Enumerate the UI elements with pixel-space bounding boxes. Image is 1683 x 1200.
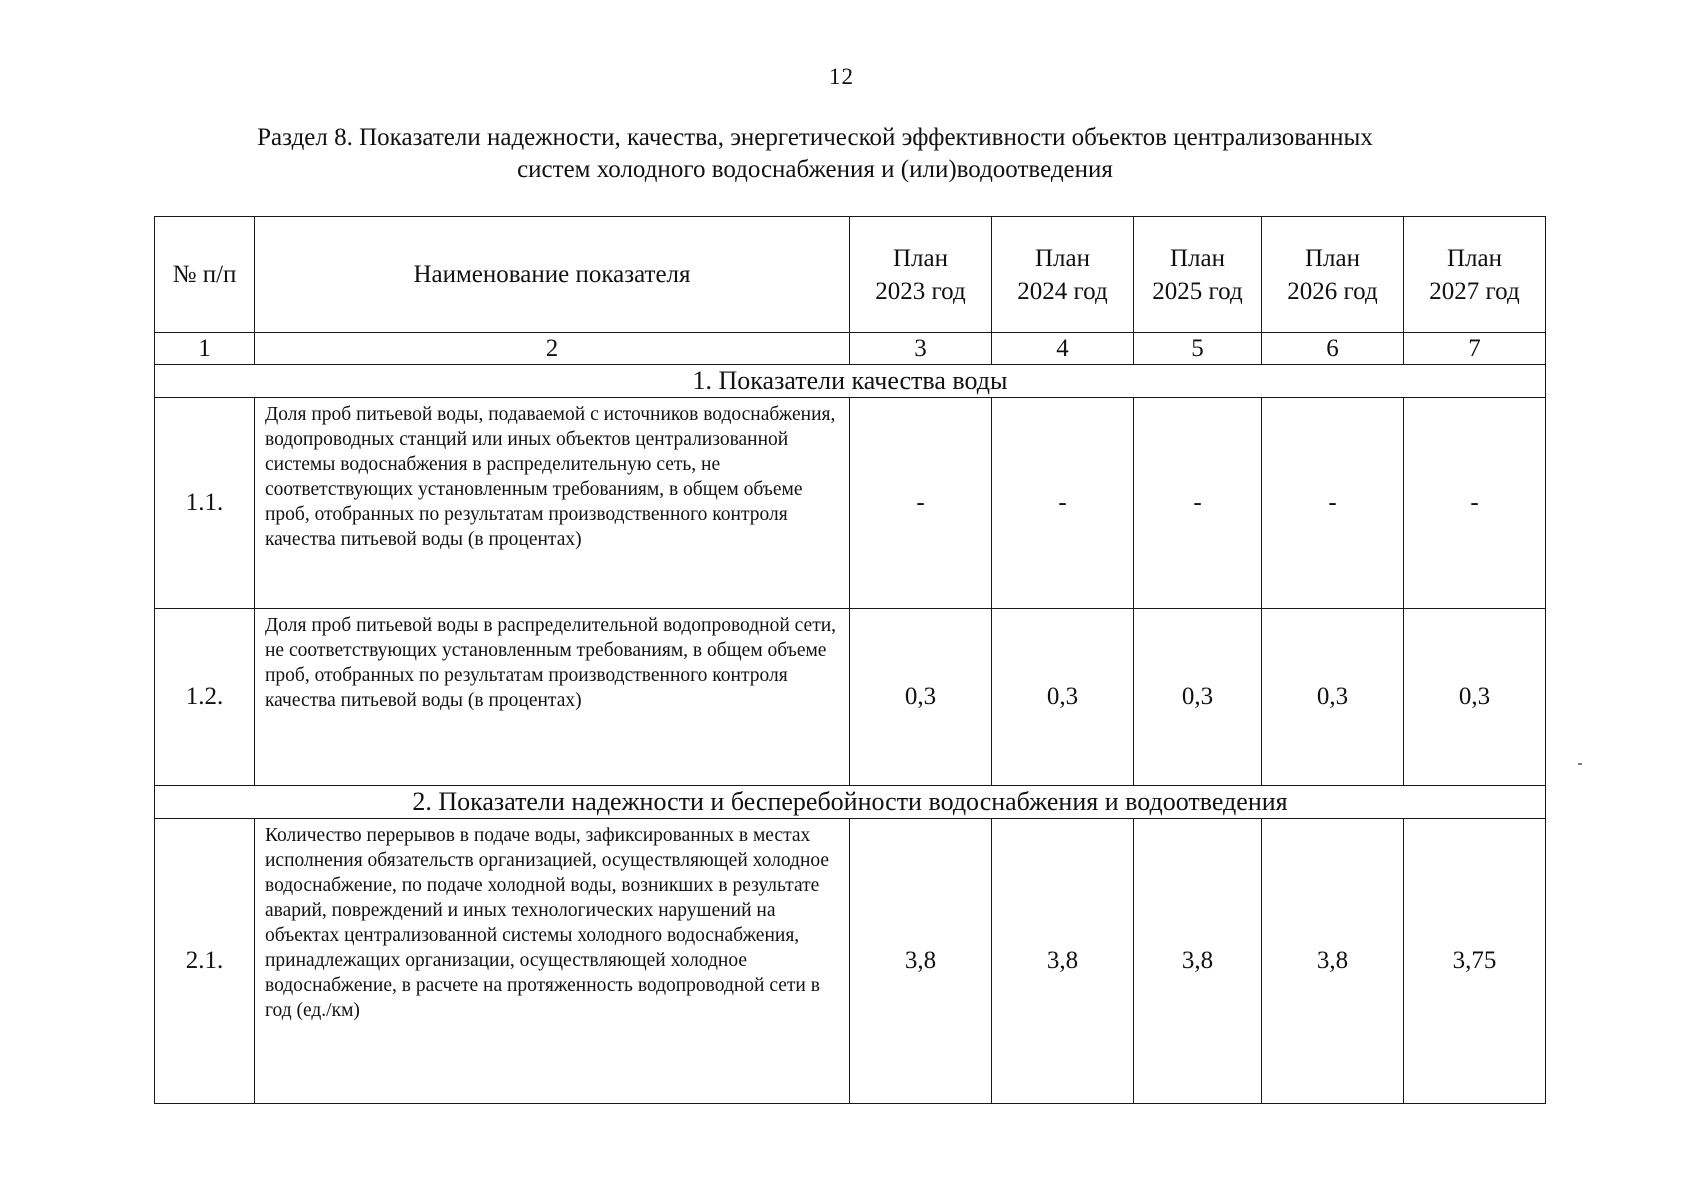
value-2027: 0,3: [1404, 609, 1546, 786]
section-title: [150, 122, 1480, 186]
header-plan-2027: [1404, 217, 1546, 333]
value-2026: 0,3: [1262, 609, 1404, 786]
header-plan-2024: [992, 217, 1134, 333]
header-plan-label: План: [1446, 244, 1502, 272]
scan-artifact-mark: [1578, 763, 1582, 765]
value-2023: 3,8: [850, 819, 992, 1104]
table-row: [155, 819, 1546, 1104]
value-2025: -: [1134, 398, 1262, 609]
header-plan-year: 2027 год: [1429, 277, 1520, 305]
value-2024: 3,8: [992, 819, 1134, 1104]
row-number: 1.1.: [155, 398, 255, 609]
column-number: 1: [155, 333, 255, 365]
indicator-name: Количество перерывов в подаче воды, зафиксированных в местах исполнения обязательств организацией, осуществляющей холодное водоснабжение, по подаче холодной воды, возникших в результате аварий, повреждений и иных технологических нарушений на объектах централизованной системы холодного водоснабжения, принадлежащих организации, осуществляющей холодное водоснабжение, в расчете на протяженность водопроводной сети в год (ед./км): [255, 819, 850, 1104]
value-2027: -: [1404, 398, 1546, 609]
value-2025: 3,8: [1134, 819, 1262, 1104]
column-number: 6: [1262, 333, 1404, 365]
indicator-name: Доля проб питьевой воды в распределительной водопроводной сети, не соответствующих установленным требованиям, в общем объеме проб, отобранных по результатам производственного контроля качества питьевой воды (в процентах): [255, 609, 850, 786]
indicator-name: Доля проб питьевой воды, подаваемой с источников водоснабжения, водопроводных станций или иных объектов централизованной системы водоснабжения в распределительную сеть, не соответствующих установленным требованиям, в общем объеме проб, отобранных по результатам производственного контроля качества питьевой воды (в процентах): [255, 398, 850, 609]
group-heading-row: [155, 365, 1546, 398]
value-2026: -: [1262, 398, 1404, 609]
table-row: [155, 609, 1546, 786]
header-plan-year: 2026 год: [1287, 277, 1378, 305]
page-number: 12: [829, 64, 854, 89]
group-heading-reliability: 2. Показатели надежности и бесперебойности водоснабжения и водоотведения: [155, 786, 1546, 819]
header-num: № п/п: [155, 217, 255, 333]
column-numbers-row: [155, 333, 1546, 365]
header-plan-2023: [850, 217, 992, 333]
header-plan-year: 2024 год: [1017, 277, 1108, 305]
header-plan-year: 2025 год: [1152, 277, 1243, 305]
header-plan-2025: [1134, 217, 1262, 333]
row-number: 2.1.: [155, 819, 255, 1104]
column-number: 7: [1404, 333, 1546, 365]
header-row: [155, 217, 1546, 333]
value-2027: 3,75: [1404, 819, 1546, 1104]
section-title-line-2: систем холодного водоснабжения и (или)водоотведения: [517, 156, 1113, 183]
header-plan-label: План: [1034, 244, 1090, 272]
value-2025: 0,3: [1134, 609, 1262, 786]
value-2023: 0,3: [850, 609, 992, 786]
value-2026: 3,8: [1262, 819, 1404, 1104]
value-2024: 0,3: [992, 609, 1134, 786]
header-plan-year: 2023 год: [875, 277, 966, 305]
column-number: 4: [992, 333, 1134, 365]
row-number: 1.2.: [155, 609, 255, 786]
header-plan-label: План: [1169, 244, 1225, 272]
section-title-line-1: Раздел 8. Показатели надежности, качества, энергетической эффективности объектов централизованных: [257, 124, 1373, 151]
value-2024: -: [992, 398, 1134, 609]
indicators-table: [154, 216, 1546, 1104]
group-heading-water-quality: 1. Показатели качества воды: [155, 365, 1546, 398]
value-2023: -: [850, 398, 992, 609]
column-number: 5: [1134, 333, 1262, 365]
column-number: 2: [255, 333, 850, 365]
header-plan-label: План: [1304, 244, 1360, 272]
header-name: Наименование показателя: [255, 217, 850, 333]
header-plan-label: План: [892, 244, 948, 272]
table-row: [155, 398, 1546, 609]
column-number: 3: [850, 333, 992, 365]
header-plan-2026: [1262, 217, 1404, 333]
group-heading-row: [155, 786, 1546, 819]
